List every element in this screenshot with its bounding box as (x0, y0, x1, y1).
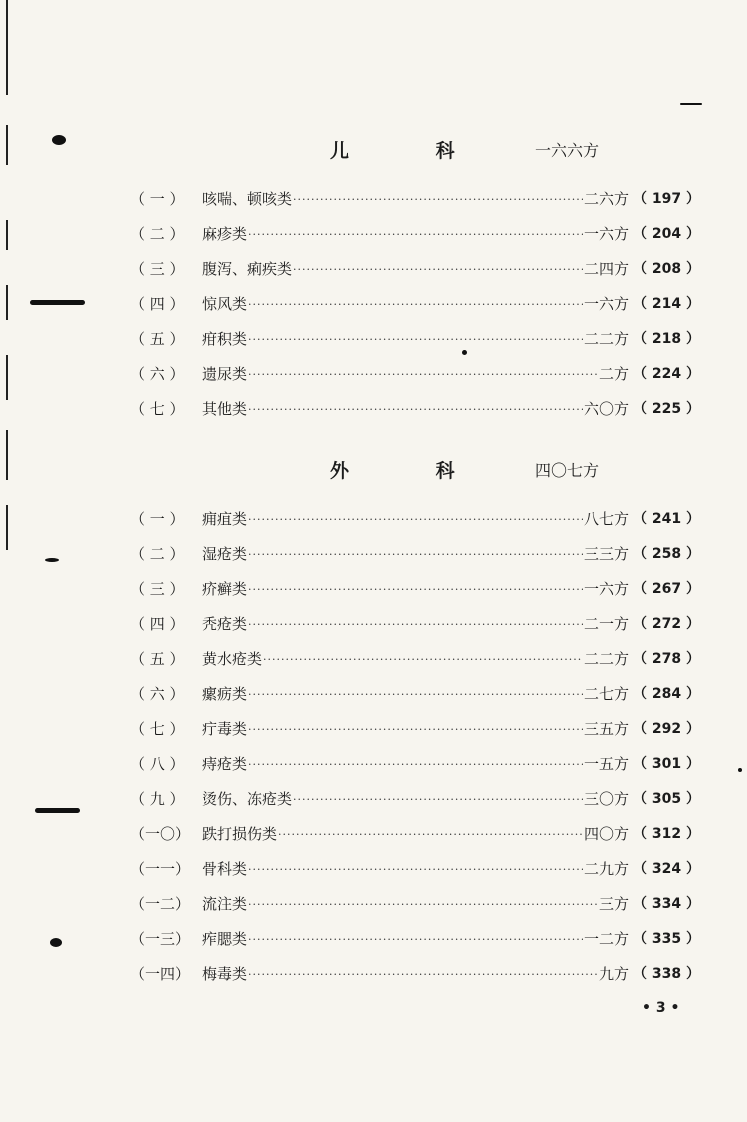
entry-number: （ 九 ） (130, 790, 185, 808)
entry-title: 湿疮类 (202, 545, 248, 563)
leader-dots (248, 322, 583, 357)
page-number: • 3 • (642, 1000, 680, 1016)
entry-page: （ 324 ） (633, 861, 700, 877)
section-heading-surgery (130, 452, 700, 492)
entry-number: （ 五 ） (130, 650, 185, 668)
entry-page: （ 204 ） (633, 226, 700, 242)
entry-formula-count: 二七方 (584, 685, 630, 703)
scan-edge-mark (6, 430, 8, 480)
scan-speck (50, 938, 62, 947)
entry-formula-count: 三方 (599, 895, 630, 913)
toc-entry[interactable] (130, 392, 700, 427)
entry-number: （ 三 ） (130, 580, 185, 598)
leader-dots (248, 357, 598, 392)
entry-page: （ 292 ） (633, 721, 700, 737)
toc-entry[interactable] (130, 782, 700, 817)
entry-formula-count: 三五方 (584, 720, 630, 738)
entry-title: 腹泻、痢疾类 (202, 260, 293, 278)
toc-entry[interactable] (130, 357, 700, 392)
toc-list-children (130, 182, 700, 427)
scan-speck (45, 558, 59, 562)
entry-title: 疳积类 (202, 330, 248, 348)
entry-number: （一〇） (130, 825, 191, 843)
leader-dots (263, 642, 583, 677)
entry-title: 跌打损伤类 (202, 825, 278, 843)
entry-title: 骨科类 (202, 860, 248, 878)
leader-dots (248, 572, 583, 607)
section-formula-count: 一六六方 (535, 141, 600, 160)
entry-title: 梅毒类 (202, 965, 248, 983)
entry-title: 惊风类 (202, 295, 248, 313)
toc-list-surgery (130, 502, 700, 992)
entry-title: 痈疽类 (202, 510, 248, 528)
entry-formula-count: 二二方 (584, 330, 630, 348)
leader-dots (248, 537, 583, 572)
entry-number: （ 六 ） (130, 685, 185, 703)
toc-entry[interactable] (130, 322, 700, 357)
entry-title: 遗尿类 (202, 365, 248, 383)
entry-page: （ 225 ） (633, 401, 700, 417)
entry-page: （ 305 ） (633, 791, 700, 807)
entry-formula-count: 一六方 (584, 295, 630, 313)
entry-number: （ 二 ） (130, 225, 185, 243)
entry-page: （ 284 ） (633, 686, 700, 702)
entry-title: 痔疮类 (202, 755, 248, 773)
toc-entry[interactable] (130, 502, 700, 537)
toc-entry[interactable] (130, 252, 700, 287)
entry-page: （ 224 ） (633, 366, 700, 382)
entry-title: 黄水疮类 (202, 650, 263, 668)
scan-edge-mark (6, 505, 8, 550)
entry-page: （ 241 ） (633, 511, 700, 527)
entry-page: （ 335 ） (633, 931, 700, 947)
entry-title: 麻疹类 (202, 225, 248, 243)
entry-formula-count: 二一方 (584, 615, 630, 633)
leader-dots (248, 747, 583, 782)
entry-page: （ 197 ） (633, 191, 700, 207)
entry-formula-count: 二四方 (584, 260, 630, 278)
entry-page: （ 301 ） (633, 756, 700, 772)
leader-dots (248, 712, 583, 747)
leader-dots (248, 852, 583, 887)
toc-entry[interactable] (130, 922, 700, 957)
scan-speck (738, 768, 742, 772)
toc-entry[interactable] (130, 957, 700, 992)
section-title: 儿 科 (330, 140, 495, 162)
entry-title: 烫伤、冻疮类 (202, 790, 293, 808)
scan-edge-mark (6, 220, 8, 250)
entry-formula-count: 六〇方 (584, 400, 630, 418)
toc-entry[interactable] (130, 217, 700, 252)
toc-entry[interactable] (130, 607, 700, 642)
entry-formula-count: 四〇方 (584, 825, 630, 843)
entry-formula-count: 三三方 (584, 545, 630, 563)
entry-formula-count: 三〇方 (584, 790, 630, 808)
toc-entry[interactable] (130, 852, 700, 887)
entry-formula-count: 二二方 (584, 650, 630, 668)
entry-number: （ 八 ） (130, 755, 185, 773)
entry-page: （ 267 ） (633, 581, 700, 597)
leader-dots (293, 782, 583, 817)
leader-dots (293, 252, 583, 287)
entry-number: （ 四 ） (130, 295, 185, 313)
entry-title: 秃疮类 (202, 615, 248, 633)
entry-page: （ 312 ） (633, 826, 700, 842)
leader-dots (248, 957, 598, 992)
entry-formula-count: 二九方 (584, 860, 630, 878)
leader-dots (248, 677, 583, 712)
entry-number: （ 五 ） (130, 330, 185, 348)
entry-formula-count: 八七方 (584, 510, 630, 528)
entry-title: 疥癣类 (202, 580, 248, 598)
entry-number: （ 二 ） (130, 545, 185, 563)
entry-page: （ 258 ） (633, 546, 700, 562)
entry-number: （ 一 ） (130, 510, 185, 528)
entry-formula-count: 九方 (599, 965, 630, 983)
entry-formula-count: 一六方 (584, 225, 630, 243)
entry-number: （ 三 ） (130, 260, 185, 278)
entry-formula-count: 二方 (599, 365, 630, 383)
entry-page: （ 218 ） (633, 331, 700, 347)
entry-formula-count: 一五方 (584, 755, 630, 773)
leader-dots (248, 287, 583, 322)
scan-edge-mark (6, 285, 8, 320)
scan-edge-mark (6, 0, 8, 95)
entry-number: （ 七 ） (130, 720, 185, 738)
entry-page: （ 338 ） (633, 966, 700, 982)
entry-formula-count: 二六方 (584, 190, 630, 208)
toc-entry[interactable] (130, 712, 700, 747)
entry-formula-count: 一二方 (584, 930, 630, 948)
leader-dots (248, 922, 583, 957)
entry-number: （一四） (130, 965, 191, 983)
entry-number: （一一） (130, 860, 191, 878)
entry-number: （一三） (130, 930, 191, 948)
toc-entry[interactable] (130, 817, 700, 852)
section-formula-count: 四〇七方 (535, 461, 600, 480)
toc-entry[interactable] (130, 572, 700, 607)
entry-page: （ 214 ） (633, 296, 700, 312)
entry-page: （ 278 ） (633, 651, 700, 667)
leader-dots (248, 217, 583, 252)
toc-entry[interactable] (130, 887, 700, 922)
entry-number: （ 四 ） (130, 615, 185, 633)
leader-dots (248, 887, 598, 922)
entry-title: 其他类 (202, 400, 248, 418)
toc-entry[interactable] (130, 287, 700, 322)
toc-entry[interactable] (130, 182, 700, 217)
scan-edge-mark (6, 125, 8, 165)
scan-speck (35, 808, 80, 813)
leader-dots (248, 502, 583, 537)
entry-page: （ 334 ） (633, 896, 700, 912)
scan-speck (52, 135, 66, 145)
leader-dots (248, 392, 583, 427)
section-title: 外 科 (330, 460, 495, 482)
entry-formula-count: 一六方 (584, 580, 630, 598)
toc-entry[interactable] (130, 677, 700, 712)
leader-dots (278, 817, 583, 852)
toc-entry[interactable] (130, 747, 700, 782)
entry-page: （ 208 ） (633, 261, 700, 277)
entry-page: （ 272 ） (633, 616, 700, 632)
entry-number: （ 一 ） (130, 190, 185, 208)
section-heading-children (130, 132, 700, 172)
entry-number: （ 六 ） (130, 365, 185, 383)
scan-speck (680, 103, 702, 105)
entry-title: 咳喘、顿咳类 (202, 190, 293, 208)
entry-title: 流注类 (202, 895, 248, 913)
leader-dots (248, 607, 583, 642)
entry-title: 痄腮类 (202, 930, 248, 948)
scan-speck (30, 300, 85, 305)
scan-edge-mark (6, 355, 8, 400)
toc-entry[interactable] (130, 642, 700, 677)
entry-title: 疔毒类 (202, 720, 248, 738)
toc-entry[interactable] (130, 537, 700, 572)
entry-number: （ 七 ） (130, 400, 185, 418)
entry-number: （一二） (130, 895, 191, 913)
entry-title: 瘰疬类 (202, 685, 248, 703)
leader-dots (293, 182, 583, 217)
